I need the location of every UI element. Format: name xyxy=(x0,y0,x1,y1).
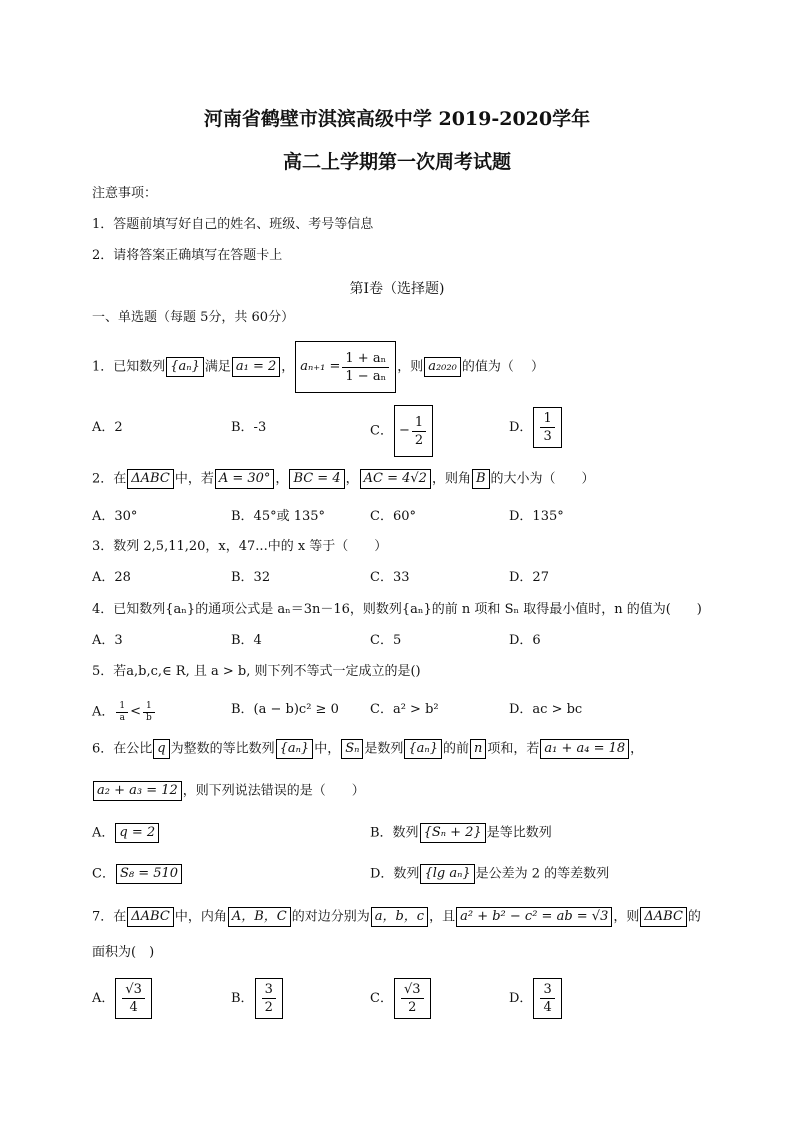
q1-option-a[interactable]: A．2 xyxy=(92,420,123,435)
q5-option-a-label: A． xyxy=(92,704,115,720)
q6-text: 项和，若 xyxy=(487,741,540,757)
q2-condition-1: A = 30° xyxy=(215,469,275,489)
q6-option-b-tail: 是等比数列 xyxy=(486,825,552,841)
q1-sequence: {aₙ} xyxy=(166,357,204,377)
q2-option-b[interactable]: B．45°或 135° xyxy=(231,509,326,524)
q7-option-d-fraction xyxy=(540,981,554,1016)
q3-option-c[interactable]: C．33 xyxy=(370,570,410,585)
q1-fraction xyxy=(342,350,389,385)
q6-sum: Sₙ xyxy=(341,739,363,759)
q2-condition-3: AC = 4√2 xyxy=(360,469,431,489)
q5-option-c[interactable]: C．a² > b² xyxy=(370,702,439,717)
q7-option-d-num: 3 xyxy=(540,981,554,999)
q1-option-d[interactable] xyxy=(509,405,563,451)
q1-numerator: 1 + aₙ xyxy=(342,350,389,368)
q7-text: 7．在 xyxy=(92,909,127,925)
q7-option-b-num: 3 xyxy=(262,981,276,999)
q7-option-a-num: √3 xyxy=(122,981,145,999)
q6-option-d-label: D．数列 xyxy=(370,866,420,882)
question-7-line-2: 面积为( ) xyxy=(92,945,155,960)
q7-option-b-label: B． xyxy=(231,991,254,1006)
q2-text: 的大小为（ ） xyxy=(490,471,595,487)
q6-option-d[interactable] xyxy=(370,864,609,885)
title-line-1: 河南省鹤壁市淇滨高级中学 2019-2020学年 xyxy=(203,108,591,130)
q6-option-a-box: q = 2 xyxy=(115,823,159,843)
q6-option-c-box: S₈ = 510 xyxy=(116,864,182,884)
q1-option-c-label: C． xyxy=(370,423,393,439)
q2-triangle: ΔABC xyxy=(127,469,174,489)
q6-option-b-box: {Sₙ + 2} xyxy=(420,823,486,843)
q6-option-d-tail: 是公差为 2 的等差数列 xyxy=(475,866,610,882)
q7-option-b[interactable] xyxy=(231,976,284,1022)
q2-angle: B xyxy=(472,469,490,489)
q2-text: 中，若 xyxy=(174,471,214,487)
q4-option-a[interactable]: A．3 xyxy=(92,633,123,648)
q6-text: ， xyxy=(630,741,644,757)
q1-option-c-box xyxy=(394,405,433,457)
q6-option-a-label: A． xyxy=(92,825,115,841)
q6-option-b-label: B．数列 xyxy=(370,825,419,841)
q6-sequence-2: {aₙ} xyxy=(404,739,442,759)
q2-option-c[interactable]: C．60° xyxy=(370,509,416,524)
q7-option-a-label: A． xyxy=(92,991,115,1006)
q7-option-c-label: C． xyxy=(370,991,393,1006)
q1-option-d-box xyxy=(533,407,561,448)
q7-option-d[interactable] xyxy=(509,976,563,1022)
q1-option-d-label: D． xyxy=(509,420,533,435)
q3-option-b[interactable]: B．32 xyxy=(231,570,271,585)
q4-option-d[interactable]: D．6 xyxy=(509,633,541,648)
notes-heading: 注意事项： xyxy=(92,186,158,201)
q1-denominator: 1 − aₙ xyxy=(345,368,387,384)
q5-option-a-left-num: 1 xyxy=(116,701,128,713)
q7-option-c-fraction xyxy=(401,981,424,1016)
title-line-2: 高二上学期第一次周考试题 xyxy=(282,151,511,173)
q6-text: ，则下列说法错误的是（ ） xyxy=(182,783,365,799)
q1-text: ， xyxy=(281,359,295,375)
q1-option-b[interactable]: B．-3 xyxy=(231,420,267,435)
q3-option-d[interactable]: D．27 xyxy=(509,570,549,585)
q1-text: ，则 xyxy=(397,359,424,375)
q7-option-a-fraction xyxy=(122,981,145,1016)
q6-text: 的前 xyxy=(442,741,469,757)
q7-option-c[interactable] xyxy=(370,976,432,1022)
q1-option-c-den: 2 xyxy=(414,432,424,448)
q5-option-a-right-num: 1 xyxy=(143,701,155,713)
question-1 xyxy=(92,341,544,393)
q1-target: a₂₀₂₀ xyxy=(424,357,461,377)
notes-item-1: 1．答题前填写好自己的姓名、班级、考号等信息 xyxy=(92,217,374,232)
q7-option-a-box xyxy=(115,978,152,1019)
q7-triangle: ΔABC xyxy=(127,907,174,927)
q2-text: ，则角 xyxy=(431,471,471,487)
q6-option-a[interactable] xyxy=(92,823,160,844)
q1-option-c-num: 1 xyxy=(412,414,426,432)
q2-condition-2: BC = 4 xyxy=(289,469,344,489)
q7-option-d-label: D． xyxy=(509,991,533,1006)
q1-option-d-fraction xyxy=(540,410,554,445)
q5-option-a-left-fraction xyxy=(116,701,128,724)
q7-option-d-box xyxy=(533,978,561,1019)
q7-text: 中，内角 xyxy=(174,909,227,925)
question-2 xyxy=(92,469,595,490)
q4-option-c[interactable]: C．5 xyxy=(370,633,402,648)
q2-text: ， xyxy=(345,471,359,487)
q5-option-a[interactable] xyxy=(92,697,157,728)
q6-n: n xyxy=(470,739,486,759)
q6-condition-1: a₁ + a₄ = 18 xyxy=(540,739,629,759)
q7-option-b-den: 2 xyxy=(264,1000,273,1015)
q7-option-b-fraction xyxy=(262,981,276,1016)
q7-triangle-2: ΔABC xyxy=(640,907,687,927)
q6-option-c-label: C． xyxy=(92,866,115,882)
q2-option-a[interactable]: A．30° xyxy=(92,509,138,524)
q6-option-d-box: {lg aₙ} xyxy=(420,864,474,884)
q7-text: 的对边分别为 xyxy=(291,909,370,925)
q7-option-c-den: 2 xyxy=(408,1000,417,1015)
q6-text: 为整数的等比数列 xyxy=(170,741,275,757)
question-4: 4．已知数列{aₙ}的通项公式是 aₙ＝3n－16，则数列{aₙ}的前 n 项和 Sₙ 取得最小值时，n 的值为( ) xyxy=(92,602,702,617)
q3-option-a[interactable]: A．28 xyxy=(92,570,131,585)
q1-option-c[interactable] xyxy=(370,405,434,457)
q6-option-b[interactable] xyxy=(370,823,552,844)
q1-condition: a₁ = 2 xyxy=(232,357,280,377)
q6-option-c[interactable] xyxy=(92,864,183,885)
q2-text: 2．在 xyxy=(92,471,127,487)
q7-option-a-den: 4 xyxy=(129,1000,138,1015)
q7-text: ，且 xyxy=(429,909,456,925)
q2-text: ， xyxy=(275,471,289,487)
q1-text: 1．已知数列 xyxy=(92,359,166,375)
q6-condition-2: a₂ + a₃ = 12 xyxy=(93,781,182,801)
question-3: 3．数列 2,5,11,20，x，47...中的 x 等于（ ） xyxy=(92,539,388,554)
q1-text: 的值为（ ） xyxy=(461,359,544,375)
notes-item-2: 2．请将答案正确填写在答题卡上 xyxy=(92,248,283,263)
q6-ratio: q xyxy=(153,739,169,759)
volume-heading: 第I卷（选择题) xyxy=(349,281,445,297)
q1-recurrence xyxy=(295,341,396,393)
q5-option-b[interactable]: B．(a − b)c² ≥ 0 xyxy=(231,702,339,717)
q6-text: 6．在公比 xyxy=(92,741,153,757)
q7-option-b-box xyxy=(255,978,283,1019)
q1-recurrence-lhs: aₙ₊₁ = xyxy=(300,359,341,374)
q5-option-a-right-fraction xyxy=(143,701,155,724)
q6-sequence: {aₙ} xyxy=(276,739,314,759)
q7-option-c-num: √3 xyxy=(401,981,424,999)
q6-text: 是数列 xyxy=(364,741,404,757)
q7-sides: a，b，c xyxy=(371,907,428,927)
q1-option-c-sign: − xyxy=(398,423,410,438)
q7-angles: A，B，C xyxy=(228,907,291,927)
q1-option-c-fraction xyxy=(412,414,426,449)
q1-text: 满足 xyxy=(204,359,231,375)
q7-option-c-box xyxy=(394,978,431,1019)
q6-text: 中， xyxy=(314,741,341,757)
q4-option-b[interactable]: B．4 xyxy=(231,633,262,648)
q7-option-d-den: 4 xyxy=(543,1000,552,1015)
q7-option-a[interactable] xyxy=(92,976,153,1022)
part-heading: 一、单选题（每题 5分，共 60分） xyxy=(92,310,295,325)
q7-text: ，则 xyxy=(613,909,640,925)
question-6-line-2 xyxy=(92,781,365,802)
q1-option-d-num: 1 xyxy=(540,410,554,428)
q2-option-d[interactable]: D．135° xyxy=(509,509,564,524)
q5-option-a-left-den: a xyxy=(119,712,125,723)
question-6-line-1 xyxy=(92,739,643,760)
question-7-line-1 xyxy=(92,907,701,928)
q5-option-d[interactable]: D．ac > bc xyxy=(509,702,583,717)
q7-condition: a² + b² − c² = ab = √3 xyxy=(456,907,612,927)
q5-option-a-right-den: b xyxy=(146,712,152,723)
q5-option-a-operator: < xyxy=(130,704,142,719)
q7-text: 的 xyxy=(687,909,701,925)
question-5: 5．若a,b,c,∈ R, 且 a > b, 则下列不等式一定成立的是() xyxy=(92,664,421,679)
q1-option-d-den: 3 xyxy=(543,429,552,444)
